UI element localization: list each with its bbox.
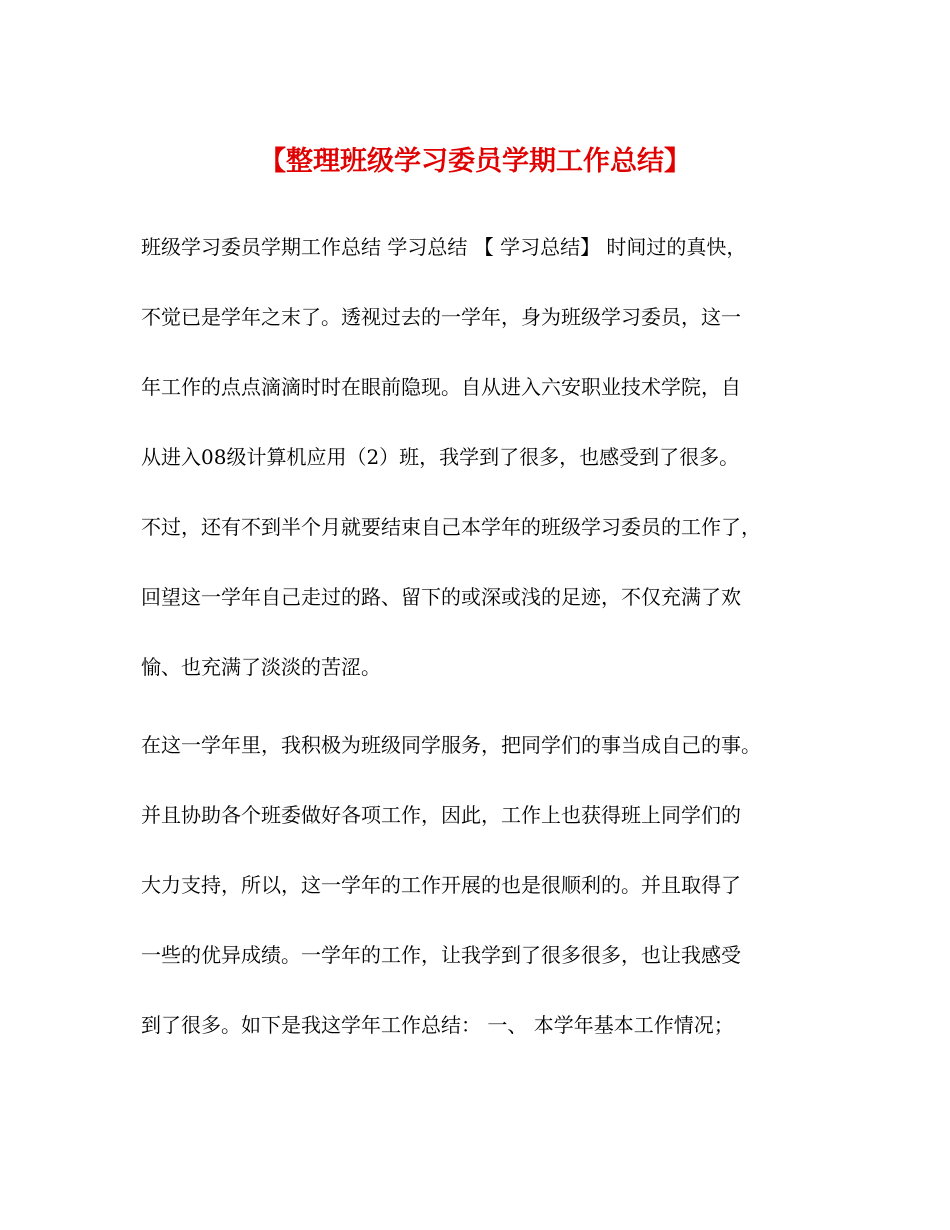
document-title: 【整理班级学习委员学期工作总结】 bbox=[259, 146, 691, 177]
text-line: 愉、也充满了淡淡的苦涩。 bbox=[141, 655, 381, 679]
text-line: 到了很多。如下是我这学年工作总结： 一、 本学年基本工作情况； bbox=[141, 1013, 734, 1037]
text-line: 一些的优异成绩。一学年的工作，让我学到了很多很多，也让我感受 bbox=[141, 943, 741, 967]
text-line: 并且协助各个班委做好各项工作，因此，工作上也获得班上同学们的 bbox=[141, 803, 741, 827]
paragraph-1 bbox=[141, 212, 821, 702]
text-line: 不觉已是学年之末了。透视过去的一学年，身为班级学习委员，这一 bbox=[141, 305, 741, 329]
paragraph-2 bbox=[141, 710, 821, 1060]
text-line: 年工作的点点滴滴时时在眼前隐现。自从进入六安职业技术学院，自 bbox=[141, 375, 741, 399]
text-line: 回望这一学年自己走过的路、留下的或深或浅的足迹，不仅充满了欢 bbox=[141, 585, 741, 609]
text-line: 大力支持，所以，这一学年的工作开展的也是很顺利的。并且取得了 bbox=[141, 873, 741, 897]
text-line: 在这一学年里，我积极为班级同学服务，把同学们的事当成自己的事。 bbox=[141, 733, 761, 757]
text-line: 不过，还有不到半个月就要结束自己本学年的班级学习委员的工作了， bbox=[141, 515, 761, 539]
text-line: 从进入08级计算机应用（2）班，我学到了很多，也感受到了很多。 bbox=[141, 445, 740, 469]
text-line: 班级学习委员学期工作总结 学习总结 【 学习总结】 时间过的真快， bbox=[141, 235, 747, 259]
